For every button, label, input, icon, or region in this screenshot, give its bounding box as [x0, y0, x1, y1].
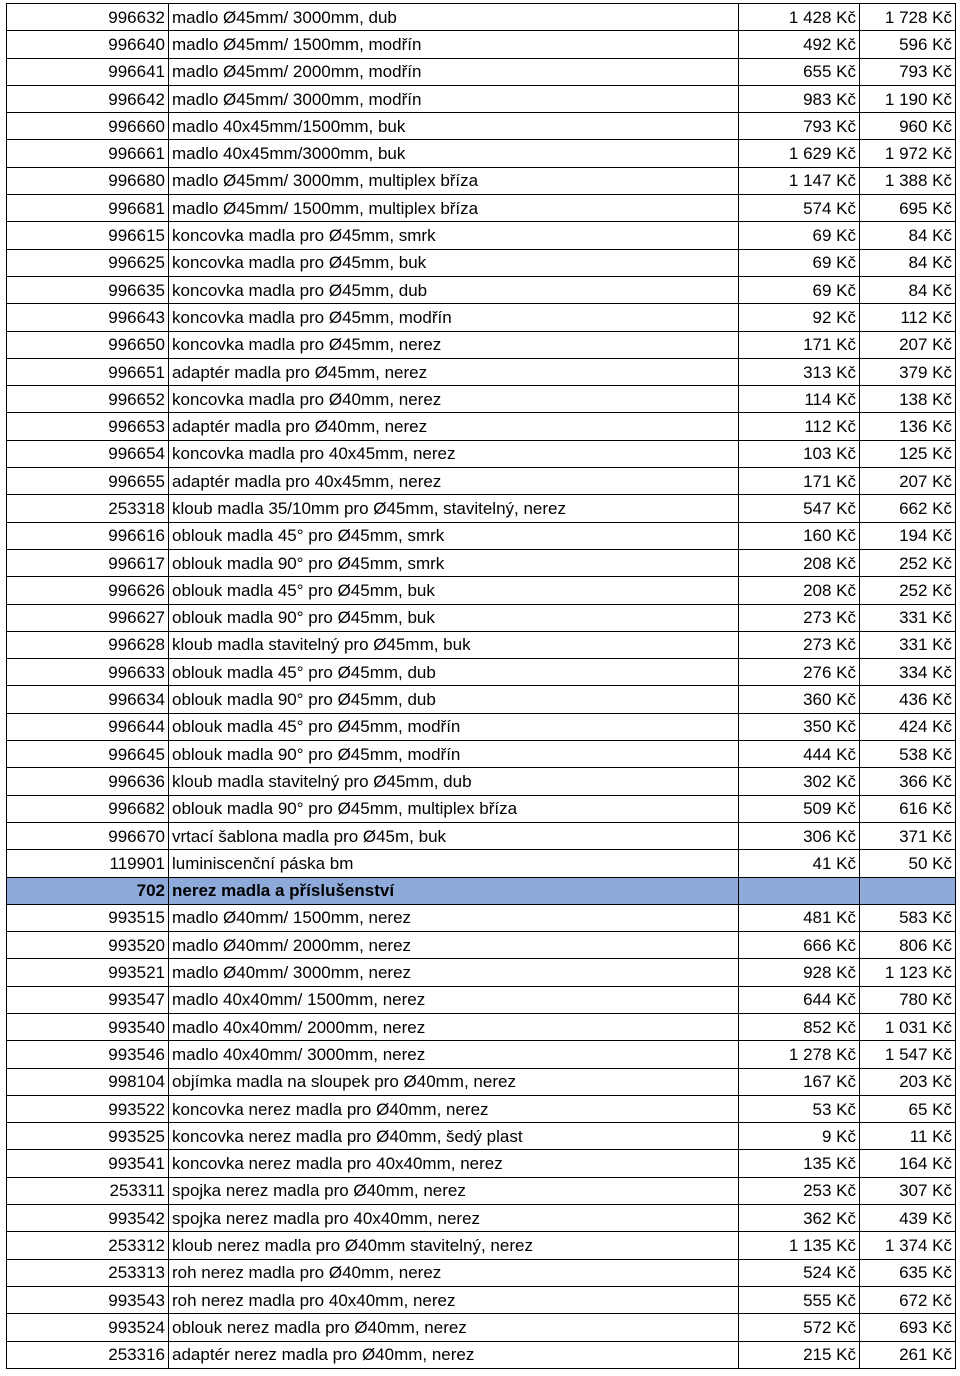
table-row [7, 413, 956, 440]
price-2: 334 Kč [860, 659, 956, 686]
table-row [7, 1341, 956, 1368]
item-code: 993540 [7, 1013, 169, 1040]
item-name: koncovka madla pro Ø45mm, dub [169, 276, 739, 303]
price-1: 276 Kč [739, 659, 860, 686]
item-name: madlo Ø45mm/ 3000mm, modřín [169, 85, 739, 112]
table-row [7, 686, 956, 713]
table-row [7, 1232, 956, 1259]
table-row [7, 1095, 956, 1122]
item-name: koncovka nerez madla pro Ø40mm, šedý plast [169, 1123, 739, 1150]
item-code: 996626 [7, 577, 169, 604]
item-code: 119901 [7, 850, 169, 877]
item-name: koncovka madla pro Ø45mm, nerez [169, 331, 739, 358]
price-2: 379 Kč [860, 358, 956, 385]
item-name: koncovka madla pro Ø40mm, nerez [169, 386, 739, 413]
item-name: madlo 40x40mm/ 1500mm, nerez [169, 986, 739, 1013]
table-row [7, 1205, 956, 1232]
price-1: 524 Kč [739, 1259, 860, 1286]
table-row [7, 222, 956, 249]
table-row [7, 58, 956, 85]
price-1: 114 Kč [739, 386, 860, 413]
price-1: 171 Kč [739, 468, 860, 495]
item-name: madlo 40x40mm/ 3000mm, nerez [169, 1041, 739, 1068]
price-2: 635 Kč [860, 1259, 956, 1286]
item-code: 993546 [7, 1041, 169, 1068]
item-code: 996628 [7, 631, 169, 658]
item-name: koncovka madla pro 40x45mm, nerez [169, 440, 739, 467]
price-1: 53 Kč [739, 1095, 860, 1122]
price-1: 313 Kč [739, 358, 860, 385]
item-name: koncovka madla pro Ø45mm, buk [169, 249, 739, 276]
table-row [7, 604, 956, 631]
item-code: 996615 [7, 222, 169, 249]
price-2: 84 Kč [860, 249, 956, 276]
price-2: 780 Kč [860, 986, 956, 1013]
item-code: 996640 [7, 31, 169, 58]
price-2: 371 Kč [860, 822, 956, 849]
item-name: kloub madla stavitelný pro Ø45mm, dub [169, 768, 739, 795]
item-code: 996635 [7, 276, 169, 303]
item-code: 996645 [7, 741, 169, 768]
item-name: kloub nerez madla pro Ø40mm stavitelný, nerez [169, 1232, 739, 1259]
item-name: adaptér madla pro Ø45mm, nerez [169, 358, 739, 385]
price-1: 306 Kč [739, 822, 860, 849]
table-row [7, 331, 956, 358]
item-code: 996636 [7, 768, 169, 795]
item-name: kloub madla stavitelný pro Ø45mm, buk [169, 631, 739, 658]
price-1: 273 Kč [739, 631, 860, 658]
section-item-code: 702 [7, 877, 169, 904]
price-2: 11 Kč [860, 1123, 956, 1150]
item-name: oblouk madla 90° pro Ø45mm, buk [169, 604, 739, 631]
item-name: koncovka nerez madla pro 40x40mm, nerez [169, 1150, 739, 1177]
item-name: roh nerez madla pro Ø40mm, nerez [169, 1259, 739, 1286]
price-table-body [7, 4, 956, 1369]
price-2: 1 190 Kč [860, 85, 956, 112]
item-code: 996682 [7, 795, 169, 822]
item-code: 993521 [7, 959, 169, 986]
item-name: madlo Ø45mm/ 3000mm, dub [169, 4, 739, 31]
table-row [7, 631, 956, 658]
item-code: 996670 [7, 822, 169, 849]
table-row [7, 1013, 956, 1040]
item-code: 996644 [7, 713, 169, 740]
price-2: 596 Kč [860, 31, 956, 58]
item-name: objímka madla na sloupek pro Ø40mm, nerez [169, 1068, 739, 1095]
price-2: 439 Kč [860, 1205, 956, 1232]
price-1: 481 Kč [739, 904, 860, 931]
table-row [7, 386, 956, 413]
table-row [7, 822, 956, 849]
price-1: 171 Kč [739, 331, 860, 358]
table-row [7, 1286, 956, 1313]
price-2: 1 388 Kč [860, 167, 956, 194]
table-row [7, 1259, 956, 1286]
price-1: 547 Kč [739, 495, 860, 522]
price-1: 103 Kč [739, 440, 860, 467]
price-1: 302 Kč [739, 768, 860, 795]
item-code: 996651 [7, 358, 169, 385]
price-2: 207 Kč [860, 468, 956, 495]
price-1: 666 Kč [739, 932, 860, 959]
item-name: madlo Ø40mm/ 1500mm, nerez [169, 904, 739, 931]
price-1: 928 Kč [739, 959, 860, 986]
table-row [7, 276, 956, 303]
price-2: 1 547 Kč [860, 1041, 956, 1068]
item-code: 996616 [7, 522, 169, 549]
table-row [7, 795, 956, 822]
item-code: 996652 [7, 386, 169, 413]
item-code: 253313 [7, 1259, 169, 1286]
price-1: 208 Kč [739, 577, 860, 604]
table-row [7, 140, 956, 167]
item-code: 253316 [7, 1341, 169, 1368]
table-row [7, 986, 956, 1013]
item-name: koncovka madla pro Ø45mm, smrk [169, 222, 739, 249]
item-code: 993525 [7, 1123, 169, 1150]
price-2: 793 Kč [860, 58, 956, 85]
price-2: 1 374 Kč [860, 1232, 956, 1259]
table-row [7, 304, 956, 331]
item-code: 996633 [7, 659, 169, 686]
price-2: 1 728 Kč [860, 4, 956, 31]
table-row [7, 495, 956, 522]
item-name: oblouk madla 90° pro Ø45mm, dub [169, 686, 739, 713]
price-1: 1 629 Kč [739, 140, 860, 167]
item-name: koncovka madla pro Ø45mm, modřín [169, 304, 739, 331]
price-1: 92 Kč [739, 304, 860, 331]
price-table [6, 3, 956, 1369]
price-1: 509 Kč [739, 795, 860, 822]
price-1: 360 Kč [739, 686, 860, 713]
table-row [7, 4, 956, 31]
price-1: 69 Kč [739, 222, 860, 249]
price-2: 194 Kč [860, 522, 956, 549]
item-name: adaptér madla pro 40x45mm, nerez [169, 468, 739, 495]
table-row [7, 358, 956, 385]
price-2: 65 Kč [860, 1095, 956, 1122]
price-2: 695 Kč [860, 195, 956, 222]
price-1: 253 Kč [739, 1177, 860, 1204]
price-1: 1 147 Kč [739, 167, 860, 194]
price-1: 852 Kč [739, 1013, 860, 1040]
item-code: 998104 [7, 1068, 169, 1095]
price-2: 331 Kč [860, 604, 956, 631]
price-1: 555 Kč [739, 1286, 860, 1313]
item-code: 993520 [7, 932, 169, 959]
price-2: 138 Kč [860, 386, 956, 413]
price-1: 69 Kč [739, 276, 860, 303]
price-1: 215 Kč [739, 1341, 860, 1368]
item-name: madlo Ø45mm/ 3000mm, multiplex bříza [169, 167, 739, 194]
price-1: 135 Kč [739, 1150, 860, 1177]
table-row [7, 468, 956, 495]
item-code: 996617 [7, 549, 169, 576]
price-2: 203 Kč [860, 1068, 956, 1095]
price-2: 424 Kč [860, 713, 956, 740]
price-2: 693 Kč [860, 1314, 956, 1341]
price-2: 672 Kč [860, 1286, 956, 1313]
price-2: 50 Kč [860, 850, 956, 877]
price-1: 983 Kč [739, 85, 860, 112]
item-code: 993522 [7, 1095, 169, 1122]
item-name: oblouk madla 45° pro Ø45mm, buk [169, 577, 739, 604]
price-1: 444 Kč [739, 741, 860, 768]
item-code: 996653 [7, 413, 169, 440]
price-2: 125 Kč [860, 440, 956, 467]
price-1: 644 Kč [739, 986, 860, 1013]
price-2: 436 Kč [860, 686, 956, 713]
price-1: 41 Kč [739, 850, 860, 877]
item-name: kloub madla 35/10mm pro Ø45mm, stavitelný, nerez [169, 495, 739, 522]
section-item-name: nerez madla a příslušenství [169, 877, 739, 904]
item-name: oblouk madla 45° pro Ø45mm, dub [169, 659, 739, 686]
price-1: 362 Kč [739, 1205, 860, 1232]
item-name: spojka nerez madla pro Ø40mm, nerez [169, 1177, 739, 1204]
price-2: 136 Kč [860, 413, 956, 440]
item-code: 996634 [7, 686, 169, 713]
table-row [7, 522, 956, 549]
table-row [7, 195, 956, 222]
item-name: madlo Ø45mm/ 2000mm, modřín [169, 58, 739, 85]
price-2: 1 972 Kč [860, 140, 956, 167]
item-code: 996681 [7, 195, 169, 222]
price-1: 574 Kč [739, 195, 860, 222]
price-1: 492 Kč [739, 31, 860, 58]
table-row [7, 1123, 956, 1150]
item-name: madlo Ø40mm/ 3000mm, nerez [169, 959, 739, 986]
price-2: 261 Kč [860, 1341, 956, 1368]
price-1: 1 278 Kč [739, 1041, 860, 1068]
item-name: oblouk madla 90° pro Ø45mm, smrk [169, 549, 739, 576]
price-1: 793 Kč [739, 113, 860, 140]
item-name: vrtací šablona madla pro Ø45m, buk [169, 822, 739, 849]
table-row [7, 659, 956, 686]
price-2: 1 031 Kč [860, 1013, 956, 1040]
table-row [7, 1041, 956, 1068]
item-name: adaptér madla pro Ø40mm, nerez [169, 413, 739, 440]
item-code: 996642 [7, 85, 169, 112]
price-1: 572 Kč [739, 1314, 860, 1341]
price-2: 1 123 Kč [860, 959, 956, 986]
table-row [7, 85, 956, 112]
price-2: 207 Kč [860, 331, 956, 358]
item-name: adaptér nerez madla pro Ø40mm, nerez [169, 1341, 739, 1368]
table-row [7, 741, 956, 768]
item-code: 993543 [7, 1286, 169, 1313]
item-name: luminiscenční páska bm [169, 850, 739, 877]
price-1: 9 Kč [739, 1123, 860, 1150]
price-1: 1 135 Kč [739, 1232, 860, 1259]
table-row [7, 768, 956, 795]
price-2: 331 Kč [860, 631, 956, 658]
price-2: 84 Kč [860, 222, 956, 249]
table-row [7, 1314, 956, 1341]
table-row [7, 959, 956, 986]
item-code: 996650 [7, 331, 169, 358]
price-2: 252 Kč [860, 549, 956, 576]
item-name: oblouk nerez madla pro Ø40mm, nerez [169, 1314, 739, 1341]
price-2: 84 Kč [860, 276, 956, 303]
item-name: oblouk madla 45° pro Ø45mm, modřín [169, 713, 739, 740]
section-price-1 [739, 877, 860, 904]
item-code: 993541 [7, 1150, 169, 1177]
item-code: 996641 [7, 58, 169, 85]
item-code: 253312 [7, 1232, 169, 1259]
item-name: madlo Ø40mm/ 2000mm, nerez [169, 932, 739, 959]
price-list [6, 3, 956, 1369]
table-row [7, 440, 956, 467]
item-code: 993515 [7, 904, 169, 931]
item-name: madlo Ø45mm/ 1500mm, multiplex bříza [169, 195, 739, 222]
price-1: 350 Kč [739, 713, 860, 740]
section-price-2 [860, 877, 956, 904]
table-row [7, 850, 956, 877]
table-row [7, 31, 956, 58]
item-code: 253311 [7, 1177, 169, 1204]
table-row [7, 167, 956, 194]
table-row [7, 904, 956, 931]
item-code: 996643 [7, 304, 169, 331]
price-1: 160 Kč [739, 522, 860, 549]
item-name: spojka nerez madla pro 40x40mm, nerez [169, 1205, 739, 1232]
item-name: madlo 40x45mm/1500mm, buk [169, 113, 739, 140]
item-code: 996654 [7, 440, 169, 467]
price-1: 208 Kč [739, 549, 860, 576]
table-row [7, 577, 956, 604]
section-header-row [7, 877, 956, 904]
price-1: 1 428 Kč [739, 4, 860, 31]
price-2: 662 Kč [860, 495, 956, 522]
table-row [7, 932, 956, 959]
table-row [7, 249, 956, 276]
item-name: oblouk madla 90° pro Ø45mm, modřín [169, 741, 739, 768]
item-name: roh nerez madla pro 40x40mm, nerez [169, 1286, 739, 1313]
price-1: 69 Kč [739, 249, 860, 276]
price-2: 616 Kč [860, 795, 956, 822]
item-code: 993547 [7, 986, 169, 1013]
price-1: 167 Kč [739, 1068, 860, 1095]
price-2: 583 Kč [860, 904, 956, 931]
price-1: 655 Kč [739, 58, 860, 85]
item-code: 253318 [7, 495, 169, 522]
item-code: 996660 [7, 113, 169, 140]
table-row [7, 549, 956, 576]
table-row [7, 1068, 956, 1095]
price-1: 273 Kč [739, 604, 860, 631]
price-2: 806 Kč [860, 932, 956, 959]
item-name: oblouk madla 90° pro Ø45mm, multiplex bříza [169, 795, 739, 822]
price-2: 252 Kč [860, 577, 956, 604]
table-row [7, 1150, 956, 1177]
item-name: madlo Ø45mm/ 1500mm, modřín [169, 31, 739, 58]
price-2: 960 Kč [860, 113, 956, 140]
item-name: madlo 40x45mm/3000mm, buk [169, 140, 739, 167]
item-code: 996625 [7, 249, 169, 276]
price-2: 307 Kč [860, 1177, 956, 1204]
item-code: 993542 [7, 1205, 169, 1232]
item-name: oblouk madla 45° pro Ø45mm, smrk [169, 522, 739, 549]
price-1: 112 Kč [739, 413, 860, 440]
item-name: koncovka nerez madla pro Ø40mm, nerez [169, 1095, 739, 1122]
item-code: 996655 [7, 468, 169, 495]
item-code: 993524 [7, 1314, 169, 1341]
price-2: 164 Kč [860, 1150, 956, 1177]
item-name: madlo 40x40mm/ 2000mm, nerez [169, 1013, 739, 1040]
item-code: 996680 [7, 167, 169, 194]
table-row [7, 1177, 956, 1204]
item-code: 996661 [7, 140, 169, 167]
item-code: 996632 [7, 4, 169, 31]
price-2: 366 Kč [860, 768, 956, 795]
table-row [7, 113, 956, 140]
table-row [7, 713, 956, 740]
item-code: 996627 [7, 604, 169, 631]
price-2: 538 Kč [860, 741, 956, 768]
price-2: 112 Kč [860, 304, 956, 331]
